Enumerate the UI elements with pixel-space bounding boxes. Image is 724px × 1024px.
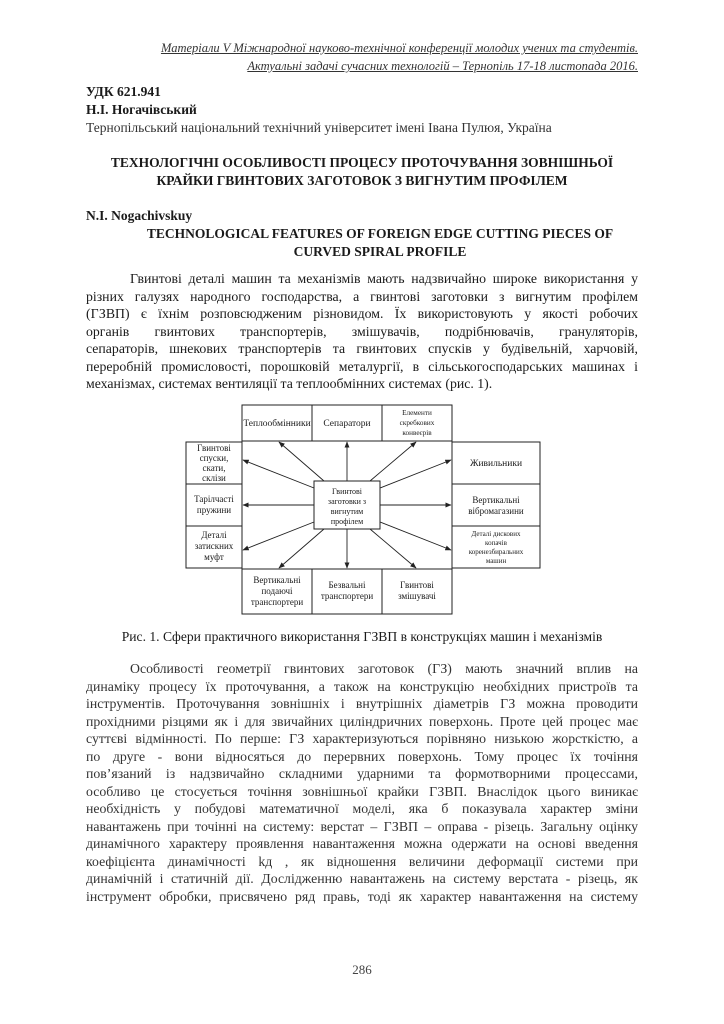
label-mufty: Деталі — [201, 530, 227, 540]
label-kopach: Деталі дискових — [471, 530, 521, 538]
label-zhyv: Живильники — [469, 459, 523, 469]
label-teplo: Теплообмінники — [243, 419, 311, 429]
arrow — [279, 529, 324, 568]
title-ua-line: КРАЙКИ ГВИНТОВИХ ЗАГОТОВОК З ВИГНУТИМ ПРОФІЛЕМ — [156, 173, 568, 188]
paragraph-main — [86, 660, 638, 905]
label-vpod: подаючі — [261, 586, 293, 596]
label-mufty: затискних — [194, 541, 234, 551]
arrow — [370, 529, 416, 568]
label-spusk: склізи — [202, 473, 226, 483]
arrow — [380, 522, 451, 550]
text-line: по друге - вони відносяться до перервних поверхонь. Тому процес їх точіння — [86, 748, 638, 764]
text-line: коефіцієнта динамічності kд , як відношення величини деформації системи при — [86, 853, 638, 869]
author-en: N.I. Nogachivskuy — [86, 208, 193, 223]
label-kopach: копачів — [485, 539, 507, 547]
label-skreb: Елементи — [402, 409, 432, 417]
page-number: 286 — [352, 962, 372, 977]
arrow — [243, 522, 314, 550]
paragraph-intro — [86, 270, 638, 393]
text-line: пов’язаний із надзвичайно складними ударними та формотворними процессами, — [86, 766, 638, 781]
text-line: прохідними різцями як і для звичайних циліндричних поверхонь. Проте цей процес має — [86, 713, 638, 729]
label-mufty: муфт — [204, 552, 224, 562]
text-line: динамічній і статичній дії. Дослідженню навантажень на систему верстата - різець, як — [86, 871, 638, 886]
author-ua: Н.І. Ногачівський — [86, 102, 197, 117]
arrow — [243, 460, 314, 488]
text-line: особливо це стосується точіння зовнішньої крайки ГЗВП. Внаслідок цього виникає — [86, 783, 638, 799]
label-spusk: спуски, — [199, 453, 229, 463]
title-en-line: TECHNOLOGICAL FEATURES OF FOREIGN EDGE CUTTING PIECES OF — [146, 226, 614, 241]
text-line: необхідність у побудові математичної моделі, яка б показувала характер зміни — [86, 801, 638, 816]
label-vpod: транспортери — [250, 597, 304, 607]
text-line: навантажень при точінні на систему: верстат – ГЗВП – оправа - різець. Загальну оцінку — [86, 818, 638, 834]
label-center: Гвинтові — [331, 487, 363, 496]
arrow — [380, 460, 451, 488]
arrow — [279, 442, 324, 481]
label-zmish: Гвинтові — [400, 580, 434, 590]
text-line: Гвинтові деталі машин та механізмів мають надзвичайно широке використання у — [130, 271, 638, 286]
text-line: різних галузях народного господарства, а гвинтові заготовки з вигнутим профілем — [86, 288, 638, 304]
conference-header-line-1: Матеріали V Міжнародної науково-технічної конференції молодих учених та студентів. — [160, 41, 638, 55]
text-line: органів гвинтових транспортерів, змішувачів, подрібнювачів, грануляторів, — [86, 323, 638, 339]
label-taril: Тарілчасті — [194, 494, 234, 504]
title-en — [120, 225, 640, 261]
title-en-line: CURVED SPIRAL PROFILE — [293, 244, 467, 259]
label-separ: Сепаратори — [323, 419, 371, 429]
title-ua-line: ТЕХНОЛОГІЧНІ ОСОБЛИВОСТІ ПРОЦЕСУ ПРОТОЧУВАННЯ ЗОВНІШНЬОЇ — [110, 155, 614, 170]
text-line: суттєві відмінності. По перше: ГЗ характеризуються порівняно низькою жорсткістю, а — [86, 731, 638, 746]
conference-header-line-2: Актуальні задачі сучасних технологій – Тернопіль 17-18 листопада 2016. — [247, 59, 638, 73]
box-vibro — [452, 484, 540, 526]
title-ua — [86, 154, 638, 190]
label-vibro: вібромагазини — [468, 506, 524, 516]
text-line: динамічного характеру проявлення навантаження можна одержати на основі введення — [86, 836, 638, 851]
label-vibro: Вертикальні — [472, 495, 520, 505]
text-line: Особливості геометрії гвинтових заготовок (ГЗ) мають значний вплив на — [130, 661, 638, 676]
label-zmish: змішувачі — [398, 591, 436, 601]
label-center: профілем — [330, 517, 364, 526]
label-bezv: транспортери — [320, 591, 374, 601]
figure-1-diagram — [184, 404, 544, 619]
affiliation: Тернопільський національний технічний університет імені Івана Пулюя, Україна — [86, 120, 552, 135]
label-kopach: машин — [485, 557, 507, 565]
arrow — [370, 442, 416, 481]
text-line: механізмах, системах вентиляції та теплообмінних системах (рис. 1). — [86, 376, 493, 391]
label-center: вигнутим — [330, 507, 364, 516]
label-bezv: Безвальні — [328, 580, 366, 590]
udk-code: УДК 621.941 — [86, 84, 161, 99]
figure-caption: Рис. 1. Сфери практичного використання ГЗВП в конструкціях машин і механізмів — [121, 629, 603, 644]
label-kopach: коренезбиральних — [468, 548, 524, 556]
text-line: інструмент обробки, присвячено ряд правь, тоді як характер навантаження на систему — [86, 888, 638, 904]
text-line: сепараторів, шнекових транспортерів та гвинтових спусків у будівельній, харчовій, — [86, 341, 638, 356]
text-line: інструментів. Проточування зовнішніх і внутрішніх діаметрів ГЗ можна проводити — [86, 696, 638, 711]
text-line: динаміку процесу їх проточування, а також на конструкцію необхідних пристроїв та — [86, 678, 638, 694]
text-line: (ГЗВП) є їхнім розповсюдженим різновидом. Їх використовують у якості робочих — [86, 306, 638, 321]
label-spusk: скати, — [202, 463, 226, 473]
label-skreb: конвеєрів — [402, 429, 432, 437]
text-line: переробній промисловості, порошковій металургії, в сільськогосподарських машинах і — [86, 358, 638, 374]
label-center: заготовки з — [327, 497, 367, 506]
label-vpod: Вертикальні — [253, 575, 301, 585]
label-taril: пружини — [196, 505, 232, 515]
label-skreb: скребкових — [399, 419, 435, 427]
label-spusk: Гвинтові — [197, 443, 231, 453]
